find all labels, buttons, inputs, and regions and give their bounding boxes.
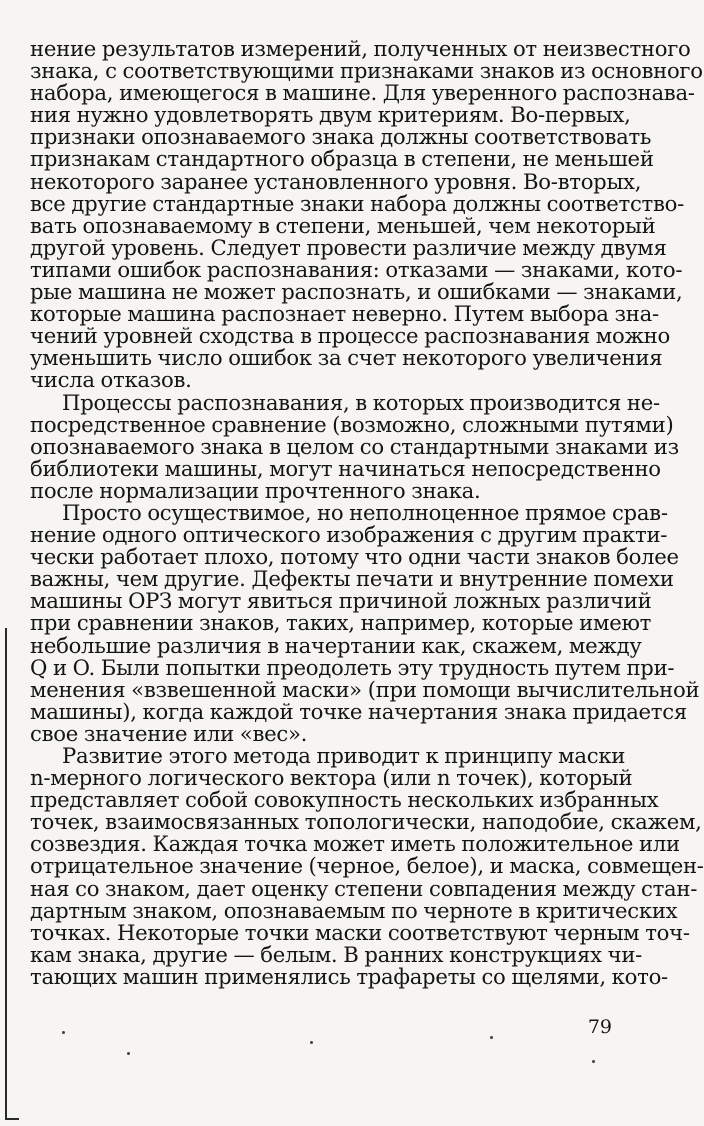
text-line: Q и O. Были попытки преодолеть эту трудность путем при-: [30, 654, 675, 680]
text-line: некоторого заранее установленного уровня. Во-вторых,: [30, 168, 642, 194]
body-text: [30, 36, 704, 989]
text-line: точках. Некоторые точки маски соответствуют черным точ-: [30, 919, 690, 945]
page-edge-bottom-line: [5, 1118, 19, 1120]
text-line: n-мерного логического вектора (или n точек), который: [30, 765, 633, 791]
paragraph-first-line: Просто осуществимое, но неполноценное прямое срав-: [62, 499, 668, 525]
text-line: ная со знаком, дает оценку степени совпадения между стан-: [30, 875, 698, 901]
text-line: числа отказов.: [30, 367, 192, 393]
text-line: уменьшить число ошибок за счет некоторого увеличения: [30, 345, 663, 371]
print-speck: [127, 1052, 130, 1055]
page-number: 79: [587, 1016, 612, 1038]
text-line: кам знака, другие — белым. В ранних конструкциях чи-: [30, 941, 643, 967]
text-line: созвездия. Каждая точка может иметь положительное или: [30, 831, 680, 857]
text-line: другой уровень. Следует провести различие между двумя: [30, 234, 667, 260]
text-line: опознаваемого знака в целом со стандартными знаками из: [30, 433, 679, 459]
text-line: важны, чем другие. Дефекты печати и внутренние помехи: [30, 566, 674, 592]
text-line: дартным знаком, опознаваемым по черноте в критических: [30, 897, 678, 923]
text-line: набора, имеющегося в машине. Для уверенного распознава-: [30, 80, 695, 106]
text-line: при сравнении знаков, таких, например, которые имеют: [30, 610, 652, 636]
text-line: представляет собой совокупность нескольких избранных: [30, 787, 659, 813]
text-line: признаки опознаваемого знака должны соответствовать: [30, 124, 652, 150]
text-line: знака, с соответствующими признаками знаков из основного: [30, 58, 703, 84]
text-line: чений уровней сходства в процессе распознавания можно: [30, 323, 670, 349]
text-line: посредственное сравнение (возможно, сложными путями): [30, 411, 674, 437]
text-line: точек, взаимосвязанных топологически, наподобие, скажем,: [30, 809, 702, 835]
page-edge-vertical-line: [5, 628, 7, 1120]
text-line: машины ОРЗ могут явиться причиной ложных различий: [30, 588, 652, 614]
text-line: вать опознаваемому в степени, меньшей, чем некоторый: [30, 212, 656, 238]
print-speck: [62, 1031, 65, 1034]
text-line: нение одного оптического изображения с другим практи-: [30, 522, 668, 548]
print-speck: [310, 1041, 313, 1044]
text-line: менения «взвешенной маски» (при помощи вычислительной: [30, 676, 700, 702]
print-speck: [490, 1036, 493, 1039]
text-line: типами ошибок распознавания: отказами — знаками, кото-: [30, 256, 683, 282]
text-line: все другие стандартные знаки набора должны соответство-: [30, 190, 684, 216]
text-line: чески работает плохо, потому что одни части знаков более: [30, 544, 679, 570]
text-line: тающих машин применялись трафареты со щелями, кото-: [30, 963, 668, 989]
text-line: ния нужно удовлетворять двум критериям. Во-первых,: [30, 102, 631, 128]
paragraph-first-line: Развитие этого метода приводит к принципу маски: [62, 743, 626, 768]
paragraph-first-line: Процессы распознавания, в которых производится не-: [62, 389, 660, 415]
text-line: рые машина не может распознать, и ошибками — знаками,: [30, 279, 683, 305]
text-line: небольшие различия в начертании как, скажем, между: [30, 632, 642, 658]
print-speck: [592, 1060, 595, 1063]
text-line: библиотеки машины, могут начинаться непосредственно: [30, 455, 661, 481]
text-line: которые машина распознает неверно. Путем выбора зна-: [30, 301, 659, 327]
text-line: машины), когда каждой точке начертания знака придается: [30, 698, 687, 724]
text-line: признакам стандартного образца в степени, не меньшей: [30, 146, 654, 172]
text-line: свое значение или «вес».: [30, 720, 308, 746]
text-line: отрицательное значение (черное, белое), и маска, совмещен-: [30, 853, 704, 879]
text-line: нение результатов измерений, полученных от неизвестного: [30, 36, 691, 61]
text-line: после нормализации прочтенного знака.: [30, 477, 481, 503]
